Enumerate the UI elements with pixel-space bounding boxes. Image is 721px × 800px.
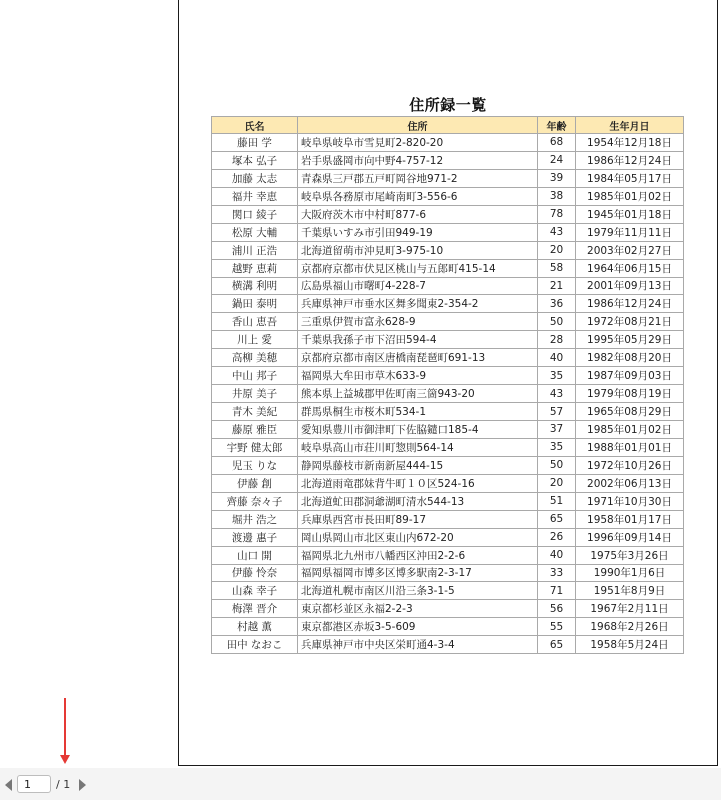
cell-age: 26 <box>538 528 576 546</box>
cell-name: 渡邊 惠子 <box>212 528 298 546</box>
cell-address: 福岡県福岡市博多区博多駅南2-3-17 <box>298 564 538 582</box>
table-row <box>212 456 684 474</box>
cell-name: 越野 恵莉 <box>212 259 298 277</box>
cell-address: 千葉県いすみ市引田949-19 <box>298 223 538 241</box>
cell-name: 梅澤 晋介 <box>212 600 298 618</box>
cell-address: 東京都港区赤坂3-5-609 <box>298 618 538 636</box>
cell-age: 56 <box>538 600 576 618</box>
cell-name: 村越 薫 <box>212 618 298 636</box>
cell-address: 岐阜県各務原市尾崎南町3-556-6 <box>298 187 538 205</box>
table-row <box>212 259 684 277</box>
table-row <box>212 134 684 152</box>
table-row <box>212 169 684 187</box>
cell-name: 児玉 りな <box>212 456 298 474</box>
cell-birthdate: 1985年01月02日 <box>576 187 684 205</box>
cell-birthdate: 1954年12月18日 <box>576 134 684 152</box>
cell-age: 20 <box>538 241 576 259</box>
document-title: 住所録一覧 <box>409 96 487 114</box>
cell-address: 青森県三戸郡五戸町岡谷地971-2 <box>298 169 538 187</box>
cell-name: 藤原 雅臣 <box>212 421 298 439</box>
table-row <box>212 277 684 295</box>
cell-birthdate: 1979年11月11日 <box>576 223 684 241</box>
cell-birthdate: 2001年09月13日 <box>576 277 684 295</box>
cell-address: 岐阜県岐阜市雪見町2-820-20 <box>298 134 538 152</box>
cell-name: 伊藤 創 <box>212 474 298 492</box>
cell-age: 39 <box>538 169 576 187</box>
cell-age: 21 <box>538 277 576 295</box>
table-row <box>212 205 684 223</box>
cell-birthdate: 1968年2月26日 <box>576 618 684 636</box>
page-navigation-bar <box>0 768 721 800</box>
cell-birthdate: 1986年12月24日 <box>576 151 684 169</box>
cell-birthdate: 1965年08月29日 <box>576 403 684 421</box>
cell-age: 50 <box>538 313 576 331</box>
table-row <box>212 582 684 600</box>
cell-birthdate: 1958年5月24日 <box>576 636 684 654</box>
table-row <box>212 600 684 618</box>
cell-birthdate: 1972年08月21日 <box>576 313 684 331</box>
table-row <box>212 349 684 367</box>
cell-name: 堀井 浩之 <box>212 510 298 528</box>
table-row <box>212 636 684 654</box>
page-number-input[interactable] <box>17 775 51 793</box>
cell-age: 51 <box>538 492 576 510</box>
cell-age: 43 <box>538 223 576 241</box>
cell-birthdate: 1988年01月01日 <box>576 438 684 456</box>
table-row <box>212 492 684 510</box>
cell-age: 40 <box>538 546 576 564</box>
cell-age: 78 <box>538 205 576 223</box>
cell-name: 田中 なおこ <box>212 636 298 654</box>
cell-birthdate: 1951年8月9日 <box>576 582 684 600</box>
cell-address: 岡山県岡山市北区東山内672-20 <box>298 528 538 546</box>
cell-address: 北海道留萌市沖見町3-975-10 <box>298 241 538 259</box>
table-body <box>212 134 684 654</box>
cell-address: 京都府京都市南区唐橋南琵琶町691-13 <box>298 349 538 367</box>
cell-birthdate: 1945年01月18日 <box>576 205 684 223</box>
table-row <box>212 367 684 385</box>
column-header-birthdate: 生年月日 <box>576 117 684 134</box>
table-row <box>212 618 684 636</box>
cell-age: 20 <box>538 474 576 492</box>
cell-name: 川上 愛 <box>212 331 298 349</box>
cell-age: 35 <box>538 367 576 385</box>
cell-name: 高柳 美穂 <box>212 349 298 367</box>
table-row <box>212 421 684 439</box>
cell-address: 兵庫県神戸市中央区栄町通4-3-4 <box>298 636 538 654</box>
cell-name: 山口 開 <box>212 546 298 564</box>
table-row <box>212 331 684 349</box>
cell-age: 68 <box>538 134 576 152</box>
cell-name: 宇野 健太郎 <box>212 438 298 456</box>
table-row <box>212 546 684 564</box>
cell-name: 伊藤 怜奈 <box>212 564 298 582</box>
cell-address: 兵庫県神戸市垂水区舞多聞東2-354-2 <box>298 295 538 313</box>
cell-birthdate: 2002年06月13日 <box>576 474 684 492</box>
cell-age: 36 <box>538 295 576 313</box>
print-preview-page <box>178 0 718 766</box>
cell-age: 24 <box>538 151 576 169</box>
cell-name: 山森 幸子 <box>212 582 298 600</box>
cell-birthdate: 1964年06月15日 <box>576 259 684 277</box>
cell-name: 鍋田 泰明 <box>212 295 298 313</box>
cell-age: 57 <box>538 403 576 421</box>
cell-age: 50 <box>538 456 576 474</box>
table-row <box>212 474 684 492</box>
cell-address: 岐阜県高山市荘川町惣則564-14 <box>298 438 538 456</box>
cell-birthdate: 1982年08月20日 <box>576 349 684 367</box>
cell-birthdate: 1985年01月02日 <box>576 421 684 439</box>
cell-age: 28 <box>538 331 576 349</box>
column-header-name: 氏名 <box>212 117 298 134</box>
cell-birthdate: 1979年08月19日 <box>576 385 684 403</box>
table-row <box>212 313 684 331</box>
cell-address: 三重県伊賀市富永628-9 <box>298 313 538 331</box>
page-total-label: / 1 <box>56 778 71 791</box>
table-row <box>212 385 684 403</box>
column-header-address: 住所 <box>298 117 538 134</box>
cell-birthdate: 1990年1月6日 <box>576 564 684 582</box>
cell-birthdate: 1987年09月03日 <box>576 367 684 385</box>
cell-birthdate: 1984年05月17日 <box>576 169 684 187</box>
cell-address: 福岡県北九州市八幡西区沖田2-2-6 <box>298 546 538 564</box>
cell-name: 松原 大輔 <box>212 223 298 241</box>
cell-birthdate: 1971年10月30日 <box>576 492 684 510</box>
cell-address: 熊本県上益城郡甲佐町南三箇943-20 <box>298 385 538 403</box>
cell-birthdate: 1972年10月26日 <box>576 456 684 474</box>
cell-age: 55 <box>538 618 576 636</box>
cell-birthdate: 1996年09月14日 <box>576 528 684 546</box>
cell-address: 岩手県盛岡市向中野4-757-12 <box>298 151 538 169</box>
cell-address: 広島県福山市曙町4-228-7 <box>298 277 538 295</box>
cell-name: 塚本 弘子 <box>212 151 298 169</box>
cell-age: 40 <box>538 349 576 367</box>
cell-name: 関口 綾子 <box>212 205 298 223</box>
cell-name: 香山 恵吾 <box>212 313 298 331</box>
annotation-arrow <box>64 698 66 756</box>
address-table <box>211 116 684 654</box>
cell-address: 兵庫県西宮市長田町89-17 <box>298 510 538 528</box>
cell-birthdate: 1986年12月24日 <box>576 295 684 313</box>
cell-address: 群馬県桐生市桜木町534-1 <box>298 403 538 421</box>
cell-address: 北海道札幌市南区川沿三条3-1-5 <box>298 582 538 600</box>
table-row <box>212 295 684 313</box>
cell-birthdate: 1958年01月17日 <box>576 510 684 528</box>
cell-age: 43 <box>538 385 576 403</box>
cell-birthdate: 2003年02月27日 <box>576 241 684 259</box>
table-row <box>212 151 684 169</box>
cell-name: 中山 邦子 <box>212 367 298 385</box>
cell-name: 浦川 正浩 <box>212 241 298 259</box>
cell-age: 38 <box>538 187 576 205</box>
table-row <box>212 187 684 205</box>
cell-age: 33 <box>538 564 576 582</box>
cell-age: 65 <box>538 510 576 528</box>
cell-birthdate: 1995年05月29日 <box>576 331 684 349</box>
cell-name: 加藤 太志 <box>212 169 298 187</box>
table-row <box>212 223 684 241</box>
triangle-right-icon[interactable] <box>79 779 86 791</box>
cell-name: 井原 美子 <box>212 385 298 403</box>
cell-address: 京都府京都市伏見区桃山与五郎町415-14 <box>298 259 538 277</box>
cell-address: 北海道雨竜郡妹背牛町１０区524-16 <box>298 474 538 492</box>
cell-address: 千葉県我孫子市下沼田594-4 <box>298 331 538 349</box>
table-row <box>212 564 684 582</box>
table-header-row <box>212 117 684 134</box>
cell-name: 福井 幸恵 <box>212 187 298 205</box>
cell-address: 静岡県藤枝市新南新屋444-15 <box>298 456 538 474</box>
column-header-age: 年齢 <box>538 117 576 134</box>
cell-age: 71 <box>538 582 576 600</box>
cell-address: 愛知県豊川市御津町下佐脇鑓口185-4 <box>298 421 538 439</box>
cell-name: 横溝 利明 <box>212 277 298 295</box>
cell-address: 大阪府茨木市中村町877-6 <box>298 205 538 223</box>
cell-address: 北海道虻田郡洞爺湖町清水544-13 <box>298 492 538 510</box>
table-row <box>212 241 684 259</box>
cell-address: 東京都杉並区永福2-2-3 <box>298 600 538 618</box>
triangle-left-icon[interactable] <box>5 779 12 791</box>
cell-birthdate: 1967年2月11日 <box>576 600 684 618</box>
table-row <box>212 438 684 456</box>
cell-name: 齊藤 奈々子 <box>212 492 298 510</box>
cell-age: 37 <box>538 421 576 439</box>
table-row <box>212 510 684 528</box>
cell-age: 58 <box>538 259 576 277</box>
cell-name: 青木 美紀 <box>212 403 298 421</box>
cell-address: 福岡県大牟田市草木633-9 <box>298 367 538 385</box>
table-row <box>212 403 684 421</box>
cell-age: 65 <box>538 636 576 654</box>
cell-name: 藤田 学 <box>212 134 298 152</box>
table-row <box>212 528 684 546</box>
cell-age: 35 <box>538 438 576 456</box>
cell-birthdate: 1975年3月26日 <box>576 546 684 564</box>
